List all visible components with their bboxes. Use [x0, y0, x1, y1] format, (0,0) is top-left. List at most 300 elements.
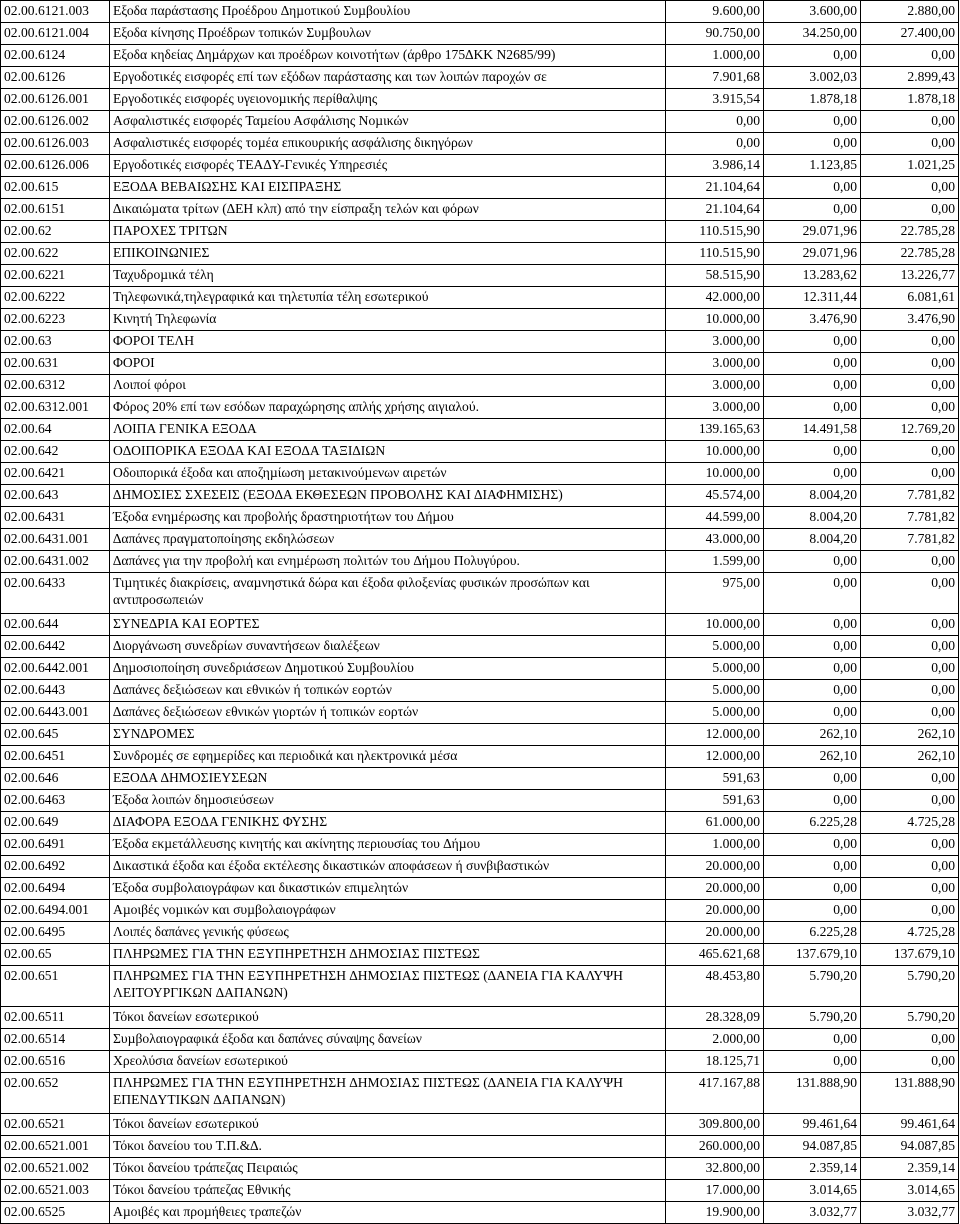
budgeted-amount-cell: 975,00 [666, 573, 764, 614]
budgeted-amount-cell: 20.000,00 [666, 922, 764, 944]
description-cell: Τόκοι δανείου τράπεζας Πειραιώς [110, 1158, 666, 1180]
table-row [1, 702, 959, 724]
committed-amount-cell: 29.071,96 [764, 243, 861, 265]
description-cell: Κινητή Τηλεφωνία [110, 309, 666, 331]
account-code-cell: 02.00.6525 [1, 1202, 110, 1224]
paid-amount-cell: 6.081,61 [861, 287, 959, 309]
account-code-cell: 02.00.6443.001 [1, 702, 110, 724]
committed-amount-cell: 3.002,03 [764, 67, 861, 89]
description-cell: ∆ηµοσιοποίηση συνεδριάσεων ∆ηµοτικού Συµβουλίου [110, 658, 666, 680]
table-row [1, 1029, 959, 1051]
committed-amount-cell: 13.283,62 [764, 265, 861, 287]
table-row [1, 1158, 959, 1180]
paid-amount-cell: 0,00 [861, 1051, 959, 1073]
account-code-cell: 02.00.6514 [1, 1029, 110, 1051]
account-code-cell: 02.00.6126 [1, 67, 110, 89]
table-row [1, 155, 959, 177]
table-row [1, 856, 959, 878]
description-cell: ∆απάνες για την προβολή και ενηµέρωση πολιτών του ∆ήµου Πολυγύρου. [110, 551, 666, 573]
committed-amount-cell: 137.679,10 [764, 944, 861, 966]
committed-amount-cell: 8.004,20 [764, 485, 861, 507]
paid-amount-cell: 0,00 [861, 133, 959, 155]
account-code-cell: 02.00.6223 [1, 309, 110, 331]
description-cell: Εξοδα κίνησης Προέδρων τοπικών Συµβουλων [110, 23, 666, 45]
paid-amount-cell: 7.781,82 [861, 507, 959, 529]
committed-amount-cell: 0,00 [764, 636, 861, 658]
budgeted-amount-cell: 260.000,00 [666, 1136, 764, 1158]
description-cell: ∆ικαιώµατα τρίτων (∆ΕΗ κλπ) από την είσπραξη τελών και φόρων [110, 199, 666, 221]
description-cell: Χρεολύσια δανείων εσωτερικού [110, 1051, 666, 1073]
table-row [1, 1180, 959, 1202]
description-cell: Αµοιβές νοµικών και συµβολαιογράφων [110, 900, 666, 922]
paid-amount-cell: 0,00 [861, 636, 959, 658]
account-code-cell: 02.00.643 [1, 485, 110, 507]
budgeted-amount-cell: 21.104,64 [666, 199, 764, 221]
committed-amount-cell: 0,00 [764, 768, 861, 790]
paid-amount-cell: 0,00 [861, 680, 959, 702]
paid-amount-cell: 0,00 [861, 900, 959, 922]
budgeted-amount-cell: 10.000,00 [666, 614, 764, 636]
paid-amount-cell: 0,00 [861, 111, 959, 133]
table-row [1, 658, 959, 680]
table-row [1, 45, 959, 67]
paid-amount-cell: 2.359,14 [861, 1158, 959, 1180]
budgeted-amount-cell: 5.000,00 [666, 636, 764, 658]
account-code-cell: 02.00.615 [1, 177, 110, 199]
description-cell: ∆ΗΜΟΣΙΕΣ ΣΧΕΣΕΙΣ (ΕΞΟ∆Α ΕΚΘΕΣΕΩΝ ΠΡΟΒΟΛΗΣ ΚΑΙ ∆ΙΑΦΗΜΙΣΗΣ) [110, 485, 666, 507]
paid-amount-cell: 0,00 [861, 702, 959, 724]
paid-amount-cell: 0,00 [861, 551, 959, 573]
table-row [1, 397, 959, 419]
paid-amount-cell: 0,00 [861, 768, 959, 790]
account-code-cell: 02.00.6442.001 [1, 658, 110, 680]
description-cell: Συµβολαιογραφικά έξοδα και δαπάνες σύναψης δανείων [110, 1029, 666, 1051]
paid-amount-cell: 1.878,18 [861, 89, 959, 111]
paid-amount-cell: 0,00 [861, 856, 959, 878]
table-row [1, 551, 959, 573]
table-row [1, 812, 959, 834]
description-cell: Οδοιπορικά έξοδα και αποζηµίωση µετακινούµενων αιρετών [110, 463, 666, 485]
budgeted-amount-cell: 20.000,00 [666, 856, 764, 878]
budgeted-amount-cell: 12.000,00 [666, 746, 764, 768]
budgeted-amount-cell: 44.599,00 [666, 507, 764, 529]
budgeted-amount-cell: 1.599,00 [666, 551, 764, 573]
account-code-cell: 02.00.6443 [1, 680, 110, 702]
description-cell: Ο∆ΟΙΠΟΡΙΚΑ ΕΞΟ∆Α ΚΑΙ ΕΞΟ∆Α ΤΑΞΙ∆ΙΩΝ [110, 441, 666, 463]
committed-amount-cell: 0,00 [764, 856, 861, 878]
budgeted-amount-cell: 58.515,90 [666, 265, 764, 287]
budgeted-amount-cell: 110.515,90 [666, 221, 764, 243]
table-row [1, 221, 959, 243]
description-cell: ∆ΙΑΦΟΡΑ ΕΞΟ∆Α ΓΕΝΙΚΗΣ ΦΥΣΗΣ [110, 812, 666, 834]
account-code-cell: 02.00.6121.003 [1, 1, 110, 23]
account-code-cell: 02.00.6126.003 [1, 133, 110, 155]
table-row [1, 419, 959, 441]
committed-amount-cell: 0,00 [764, 463, 861, 485]
committed-amount-cell: 0,00 [764, 614, 861, 636]
description-cell: Εργοδοτικές εισφορές ΤΕΑ∆Υ-Γενικές Υπηρεσιές [110, 155, 666, 177]
description-cell: Ασφαλιστικές εισφορές Ταµείου Ασφάλισης Νοµικών [110, 111, 666, 133]
table-row [1, 944, 959, 966]
paid-amount-cell: 0,00 [861, 1029, 959, 1051]
account-code-cell: 02.00.6431.001 [1, 529, 110, 551]
budgeted-amount-cell: 591,63 [666, 790, 764, 812]
budgeted-amount-cell: 18.125,71 [666, 1051, 764, 1073]
account-code-cell: 02.00.6312 [1, 375, 110, 397]
table-row [1, 680, 959, 702]
account-code-cell: 02.00.6521 [1, 1114, 110, 1136]
description-cell: Αµοιβές και προµήθειες τραπεζών [110, 1202, 666, 1224]
account-code-cell: 02.00.652 [1, 1073, 110, 1114]
budgeted-amount-cell: 7.901,68 [666, 67, 764, 89]
description-cell: ΣΥΝΕ∆ΡΙΑ ΚΑΙ ΕΟΡΤΕΣ [110, 614, 666, 636]
budgeted-amount-cell: 19.900,00 [666, 1202, 764, 1224]
budgeted-amount-cell: 20.000,00 [666, 878, 764, 900]
description-cell: Έξοδα συµβολαιογράφων και δικαστικών επιµελητών [110, 878, 666, 900]
account-code-cell: 02.00.6521.001 [1, 1136, 110, 1158]
paid-amount-cell: 0,00 [861, 177, 959, 199]
paid-amount-cell: 0,00 [861, 573, 959, 614]
account-code-cell: 02.00.6442 [1, 636, 110, 658]
committed-amount-cell: 14.491,58 [764, 419, 861, 441]
description-cell: Τόκοι δανείων εσωτερικού [110, 1114, 666, 1136]
account-code-cell: 02.00.62 [1, 221, 110, 243]
description-cell: Έξοδα ενηµέρωσης και προβολής δραστηριοτήτων του ∆ήµου [110, 507, 666, 529]
table-row [1, 243, 959, 265]
paid-amount-cell: 131.888,90 [861, 1073, 959, 1114]
budgeted-amount-cell: 3.000,00 [666, 331, 764, 353]
budgeted-amount-cell: 2.000,00 [666, 1029, 764, 1051]
paid-amount-cell: 3.476,90 [861, 309, 959, 331]
budgeted-amount-cell: 45.574,00 [666, 485, 764, 507]
budgeted-amount-cell: 465.621,68 [666, 944, 764, 966]
paid-amount-cell: 13.226,77 [861, 265, 959, 287]
account-code-cell: 02.00.63 [1, 331, 110, 353]
account-code-cell: 02.00.645 [1, 724, 110, 746]
paid-amount-cell: 0,00 [861, 441, 959, 463]
account-code-cell: 02.00.631 [1, 353, 110, 375]
committed-amount-cell: 0,00 [764, 900, 861, 922]
committed-amount-cell: 12.311,44 [764, 287, 861, 309]
committed-amount-cell: 131.888,90 [764, 1073, 861, 1114]
description-cell: ∆απάνες δεξιώσεων και εθνικών ή τοπικών εορτών [110, 680, 666, 702]
table-row [1, 1202, 959, 1224]
budgeted-amount-cell: 42.000,00 [666, 287, 764, 309]
budgeted-amount-cell: 0,00 [666, 111, 764, 133]
account-code-cell: 02.00.6126.001 [1, 89, 110, 111]
committed-amount-cell: 0,00 [764, 441, 861, 463]
budgeted-amount-cell: 0,00 [666, 133, 764, 155]
account-code-cell: 02.00.6433 [1, 573, 110, 614]
description-cell: ΠΛΗΡΩΜΕΣ ΓΙΑ ΤΗΝ ΕΞΥΠΗΡΕΤΗΣΗ ∆ΗΜΟΣΙΑΣ ΠΙΣΤΕΩΣ (∆ΑΝΕΙΑ ΓΙΑ ΚΑΛΥΨΗ ΕΠΕΝ∆ΥΤΙΚΩΝ ∆ΑΠΑΝΩΝ) [110, 1073, 666, 1114]
table-row [1, 966, 959, 1007]
table-row [1, 1, 959, 23]
budgeted-amount-cell: 10.000,00 [666, 463, 764, 485]
account-code-cell: 02.00.6312.001 [1, 397, 110, 419]
committed-amount-cell: 262,10 [764, 746, 861, 768]
budget-table-body [1, 1, 959, 1224]
paid-amount-cell: 0,00 [861, 45, 959, 67]
budgeted-amount-cell: 591,63 [666, 768, 764, 790]
committed-amount-cell: 8.004,20 [764, 529, 861, 551]
committed-amount-cell: 0,00 [764, 331, 861, 353]
budgeted-amount-cell: 417.167,88 [666, 1073, 764, 1114]
table-row [1, 89, 959, 111]
committed-amount-cell: 0,00 [764, 680, 861, 702]
description-cell: ΦΟΡΟΙ ΤΕΛΗ [110, 331, 666, 353]
budgeted-amount-cell: 139.165,63 [666, 419, 764, 441]
account-code-cell: 02.00.6521.002 [1, 1158, 110, 1180]
table-row [1, 309, 959, 331]
committed-amount-cell: 1.123,85 [764, 155, 861, 177]
budgeted-amount-cell: 5.000,00 [666, 702, 764, 724]
account-code-cell: 02.00.6221 [1, 265, 110, 287]
committed-amount-cell: 0,00 [764, 133, 861, 155]
paid-amount-cell: 5.790,20 [861, 1007, 959, 1029]
account-code-cell: 02.00.6151 [1, 199, 110, 221]
account-code-cell: 02.00.6126.002 [1, 111, 110, 133]
table-row [1, 529, 959, 551]
account-code-cell: 02.00.6124 [1, 45, 110, 67]
committed-amount-cell: 6.225,28 [764, 812, 861, 834]
account-code-cell: 02.00.64 [1, 419, 110, 441]
description-cell: ∆απάνες πραγµατοποίησης εκδηλώσεων [110, 529, 666, 551]
committed-amount-cell: 29.071,96 [764, 221, 861, 243]
committed-amount-cell: 0,00 [764, 702, 861, 724]
committed-amount-cell: 0,00 [764, 1051, 861, 1073]
description-cell: ΠΑΡΟΧΕΣ ΤΡΙΤΩΝ [110, 221, 666, 243]
description-cell: ΛΟΙΠΑ ΓΕΝΙΚΑ ΕΞΟ∆Α [110, 419, 666, 441]
description-cell: Εξοδα παράστασης Προέδρου ∆ηµοτικού Συµβουλίου [110, 1, 666, 23]
committed-amount-cell: 8.004,20 [764, 507, 861, 529]
budgeted-amount-cell: 3.000,00 [666, 375, 764, 397]
paid-amount-cell: 7.781,82 [861, 529, 959, 551]
paid-amount-cell: 0,00 [861, 614, 959, 636]
budgeted-amount-cell: 48.453,80 [666, 966, 764, 1007]
table-row [1, 768, 959, 790]
paid-amount-cell: 262,10 [861, 724, 959, 746]
table-row [1, 67, 959, 89]
account-code-cell: 02.00.6431 [1, 507, 110, 529]
paid-amount-cell: 7.781,82 [861, 485, 959, 507]
account-code-cell: 02.00.6492 [1, 856, 110, 878]
budgeted-amount-cell: 1.000,00 [666, 45, 764, 67]
paid-amount-cell: 262,10 [861, 746, 959, 768]
table-row [1, 485, 959, 507]
table-row [1, 746, 959, 768]
committed-amount-cell: 0,00 [764, 834, 861, 856]
paid-amount-cell: 5.790,20 [861, 966, 959, 1007]
description-cell: ΕΠΙΚΟΙΝΩΝΙΕΣ [110, 243, 666, 265]
account-code-cell: 02.00.646 [1, 768, 110, 790]
budgeted-amount-cell: 20.000,00 [666, 900, 764, 922]
description-cell: ∆απάνες δεξιώσεων εθνικών γιορτών ή τοπικών εορτών [110, 702, 666, 724]
committed-amount-cell: 3.032,77 [764, 1202, 861, 1224]
account-code-cell: 02.00.6431.002 [1, 551, 110, 573]
budgeted-amount-cell: 3.986,14 [666, 155, 764, 177]
committed-amount-cell: 0,00 [764, 45, 861, 67]
paid-amount-cell: 27.400,00 [861, 23, 959, 45]
description-cell: ΠΛΗΡΩΜΕΣ ΓΙΑ ΤΗΝ ΕΞΥΠΗΡΕΤΗΣΗ ∆ΗΜΟΣΙΑΣ ΠΙΣΤΕΩΣ (∆ΑΝΕΙΑ ΓΙΑ ΚΑΛΥΨΗ ΛΕΙΤΟΥΡΓΙΚΩΝ ∆ΑΠΑΝΩΝ) [110, 966, 666, 1007]
account-code-cell: 02.00.6521.003 [1, 1180, 110, 1202]
paid-amount-cell: 99.461,64 [861, 1114, 959, 1136]
description-cell: Τόκοι δανείων εσωτερικού [110, 1007, 666, 1029]
paid-amount-cell: 4.725,28 [861, 812, 959, 834]
budgeted-amount-cell: 3.000,00 [666, 353, 764, 375]
description-cell: Ασφαλιστικές εισφορές τοµέα επικουρικής ασφάλισης δικηγόρων [110, 133, 666, 155]
description-cell: Έξοδα εκµετάλλευσης κινητής και ακίνητης περιουσίας του ∆ήµου [110, 834, 666, 856]
budgeted-amount-cell: 90.750,00 [666, 23, 764, 45]
committed-amount-cell: 6.225,28 [764, 922, 861, 944]
description-cell: ∆ικαστικά έξοδα και έξοδα εκτέλεσης δικαστικών αποφάσεων ή συνβιβαστικών [110, 856, 666, 878]
table-row [1, 1073, 959, 1114]
account-code-cell: 02.00.6495 [1, 922, 110, 944]
committed-amount-cell: 0,00 [764, 878, 861, 900]
table-row [1, 878, 959, 900]
account-code-cell: 02.00.6421 [1, 463, 110, 485]
table-row [1, 287, 959, 309]
committed-amount-cell: 34.250,00 [764, 23, 861, 45]
budgeted-amount-cell: 5.000,00 [666, 658, 764, 680]
budgeted-amount-cell: 21.104,64 [666, 177, 764, 199]
description-cell: ΕΞΟ∆Α ∆ΗΜΟΣΙΕΥΣΕΩΝ [110, 768, 666, 790]
account-code-cell: 02.00.6222 [1, 287, 110, 309]
account-code-cell: 02.00.6463 [1, 790, 110, 812]
table-row [1, 724, 959, 746]
budgeted-amount-cell: 5.000,00 [666, 680, 764, 702]
paid-amount-cell: 94.087,85 [861, 1136, 959, 1158]
table-row [1, 265, 959, 287]
table-row [1, 1051, 959, 1073]
budgeted-amount-cell: 43.000,00 [666, 529, 764, 551]
table-row [1, 636, 959, 658]
committed-amount-cell: 1.878,18 [764, 89, 861, 111]
description-cell: Τηλεφωνικά,τηλεγραφικά και τηλετυπία τέλη εσωτερικού [110, 287, 666, 309]
table-row [1, 614, 959, 636]
description-cell: Τόκοι δανείου τράπεζας Εθνικής [110, 1180, 666, 1202]
description-cell: Τόκοι δανείου του Τ.Π.&∆. [110, 1136, 666, 1158]
paid-amount-cell: 0,00 [861, 199, 959, 221]
description-cell: Συνδροµές σε εφηµερίδες και περιοδικά και ηλεκτρονικά µέσα [110, 746, 666, 768]
paid-amount-cell: 4.725,28 [861, 922, 959, 944]
committed-amount-cell: 262,10 [764, 724, 861, 746]
account-code-cell: 02.00.6494 [1, 878, 110, 900]
table-row [1, 441, 959, 463]
table-row [1, 1114, 959, 1136]
description-cell: Έξοδα λοιπών δηµοσιεύσεων [110, 790, 666, 812]
paid-amount-cell: 0,00 [861, 463, 959, 485]
budgeted-amount-cell: 17.000,00 [666, 1180, 764, 1202]
budgeted-amount-cell: 12.000,00 [666, 724, 764, 746]
committed-amount-cell: 0,00 [764, 353, 861, 375]
paid-amount-cell: 0,00 [861, 331, 959, 353]
description-cell: ΕΞΟ∆Α ΒΕΒΑΙΩΣΗΣ ΚΑΙ ΕΙΣΠΡΑΞΗΣ [110, 177, 666, 199]
description-cell: ∆ιοργάνωση συνεδρίων συναντήσεων διαλέξεων [110, 636, 666, 658]
account-code-cell: 02.00.651 [1, 966, 110, 1007]
paid-amount-cell: 0,00 [861, 790, 959, 812]
description-cell: Τιµητικές διακρίσεις, αναµνηστικά δώρα και έξοδα φιλοξενίας φυσικών προσώπων και αντιπροσωπειών [110, 573, 666, 614]
paid-amount-cell: 3.032,77 [861, 1202, 959, 1224]
table-row [1, 507, 959, 529]
table-row [1, 1136, 959, 1158]
budgeted-amount-cell: 3.000,00 [666, 397, 764, 419]
committed-amount-cell: 5.790,20 [764, 966, 861, 1007]
account-code-cell: 02.00.6121.004 [1, 23, 110, 45]
account-code-cell: 02.00.6511 [1, 1007, 110, 1029]
account-code-cell: 02.00.6126.006 [1, 155, 110, 177]
budgeted-amount-cell: 10.000,00 [666, 441, 764, 463]
table-row [1, 23, 959, 45]
committed-amount-cell: 0,00 [764, 658, 861, 680]
committed-amount-cell: 0,00 [764, 573, 861, 614]
budgeted-amount-cell: 28.328,09 [666, 1007, 764, 1029]
paid-amount-cell: 0,00 [861, 878, 959, 900]
table-row [1, 1007, 959, 1029]
description-cell: ΠΛΗΡΩΜΕΣ ΓΙΑ ΤΗΝ ΕΞΥΠΗΡΕΤΗΣΗ ∆ΗΜΟΣΙΑΣ ΠΙΣΤΕΩΣ [110, 944, 666, 966]
paid-amount-cell: 2.899,43 [861, 67, 959, 89]
table-row [1, 922, 959, 944]
description-cell: ΣΥΝ∆ΡΟΜΕΣ [110, 724, 666, 746]
account-code-cell: 02.00.622 [1, 243, 110, 265]
description-cell: ΦΟΡΟΙ [110, 353, 666, 375]
account-code-cell: 02.00.642 [1, 441, 110, 463]
table-row [1, 177, 959, 199]
description-cell: Εργοδοτικές εισφορές υγειονοµικής περίθαλψης [110, 89, 666, 111]
paid-amount-cell: 22.785,28 [861, 221, 959, 243]
committed-amount-cell: 0,00 [764, 375, 861, 397]
table-row [1, 573, 959, 614]
committed-amount-cell: 94.087,85 [764, 1136, 861, 1158]
paid-amount-cell: 0,00 [861, 353, 959, 375]
table-row [1, 834, 959, 856]
paid-amount-cell: 3.014,65 [861, 1180, 959, 1202]
paid-amount-cell: 2.880,00 [861, 1, 959, 23]
table-row [1, 353, 959, 375]
paid-amount-cell: 0,00 [861, 397, 959, 419]
account-code-cell: 02.00.6491 [1, 834, 110, 856]
table-row [1, 331, 959, 353]
committed-amount-cell: 0,00 [764, 1029, 861, 1051]
paid-amount-cell: 0,00 [861, 375, 959, 397]
description-cell: Λοιποί φόροι [110, 375, 666, 397]
description-cell: Ταχυδροµικά τέλη [110, 265, 666, 287]
paid-amount-cell: 0,00 [861, 658, 959, 680]
account-code-cell: 02.00.65 [1, 944, 110, 966]
account-code-cell: 02.00.6516 [1, 1051, 110, 1073]
committed-amount-cell: 2.359,14 [764, 1158, 861, 1180]
table-row [1, 199, 959, 221]
account-code-cell: 02.00.6494.001 [1, 900, 110, 922]
description-cell: Λοιπές δαπάνες γενικής φύσεως [110, 922, 666, 944]
committed-amount-cell: 0,00 [764, 397, 861, 419]
budgeted-amount-cell: 110.515,90 [666, 243, 764, 265]
committed-amount-cell: 0,00 [764, 199, 861, 221]
committed-amount-cell: 0,00 [764, 111, 861, 133]
budgeted-amount-cell: 32.800,00 [666, 1158, 764, 1180]
committed-amount-cell: 0,00 [764, 177, 861, 199]
committed-amount-cell: 0,00 [764, 551, 861, 573]
table-row [1, 375, 959, 397]
committed-amount-cell: 99.461,64 [764, 1114, 861, 1136]
table-row [1, 790, 959, 812]
budgeted-amount-cell: 9.600,00 [666, 1, 764, 23]
committed-amount-cell: 5.790,20 [764, 1007, 861, 1029]
table-row [1, 133, 959, 155]
budgeted-amount-cell: 1.000,00 [666, 834, 764, 856]
table-row [1, 900, 959, 922]
budgeted-amount-cell: 309.800,00 [666, 1114, 764, 1136]
table-row [1, 463, 959, 485]
